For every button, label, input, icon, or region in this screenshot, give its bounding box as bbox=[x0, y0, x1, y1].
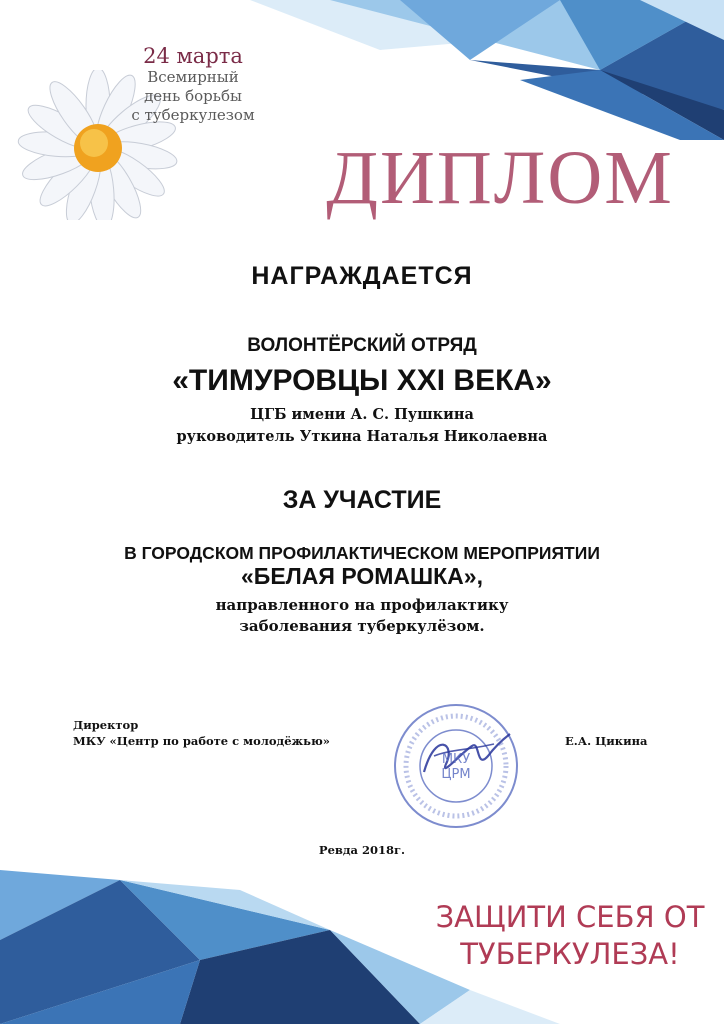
event-line: Всемирный bbox=[147, 68, 239, 86]
event-date: 24 марта bbox=[143, 44, 243, 68]
slogan-line: ТУБЕРКУЛЕЗА! bbox=[460, 937, 680, 971]
event-line: день борьбы bbox=[144, 87, 242, 105]
stamp-text: МКУ ЦРМ bbox=[441, 752, 471, 782]
signer-position-line: Директор bbox=[73, 718, 139, 732]
org-info-line: ЦГБ имени А. С. Пушкина bbox=[250, 406, 474, 423]
daisy-center-highlight bbox=[80, 129, 108, 157]
signer-name: Е.А. Цикина bbox=[565, 734, 648, 748]
event-purpose-line: заболевания туберкулёзом. bbox=[239, 617, 485, 635]
org-type: ВОЛОНТЁРСКИЙ ОТРЯД bbox=[247, 335, 477, 356]
event-purpose-line: направленного на профилактику bbox=[215, 596, 509, 614]
org-name: «ТИМУРОВЦЫ XXI ВЕКА» bbox=[172, 364, 552, 397]
slogan-line: ЗАЩИТИ СЕБЯ ОТ bbox=[435, 900, 705, 934]
signer-position-line: МКУ «Центр по работе с молодёжью» bbox=[73, 734, 330, 748]
diploma-title: ДИПЛОМ bbox=[326, 136, 674, 220]
event-line: с туберкулезом bbox=[131, 106, 255, 124]
for-participation-label: ЗА УЧАСТИЕ bbox=[282, 486, 442, 514]
awarded-label: НАГРАЖДАЕТСЯ bbox=[251, 262, 473, 290]
event-description: В ГОРОДСКОМ ПРОФИЛАКТИЧЕСКОМ МЕРОПРИЯТИИ bbox=[124, 543, 600, 563]
event-name: «БЕЛАЯ РОМАШКА», bbox=[241, 563, 483, 589]
city-year: Ревда 2018г. bbox=[318, 843, 406, 857]
org-info-line: руководитель Уткина Наталья Николаевна bbox=[176, 428, 548, 445]
